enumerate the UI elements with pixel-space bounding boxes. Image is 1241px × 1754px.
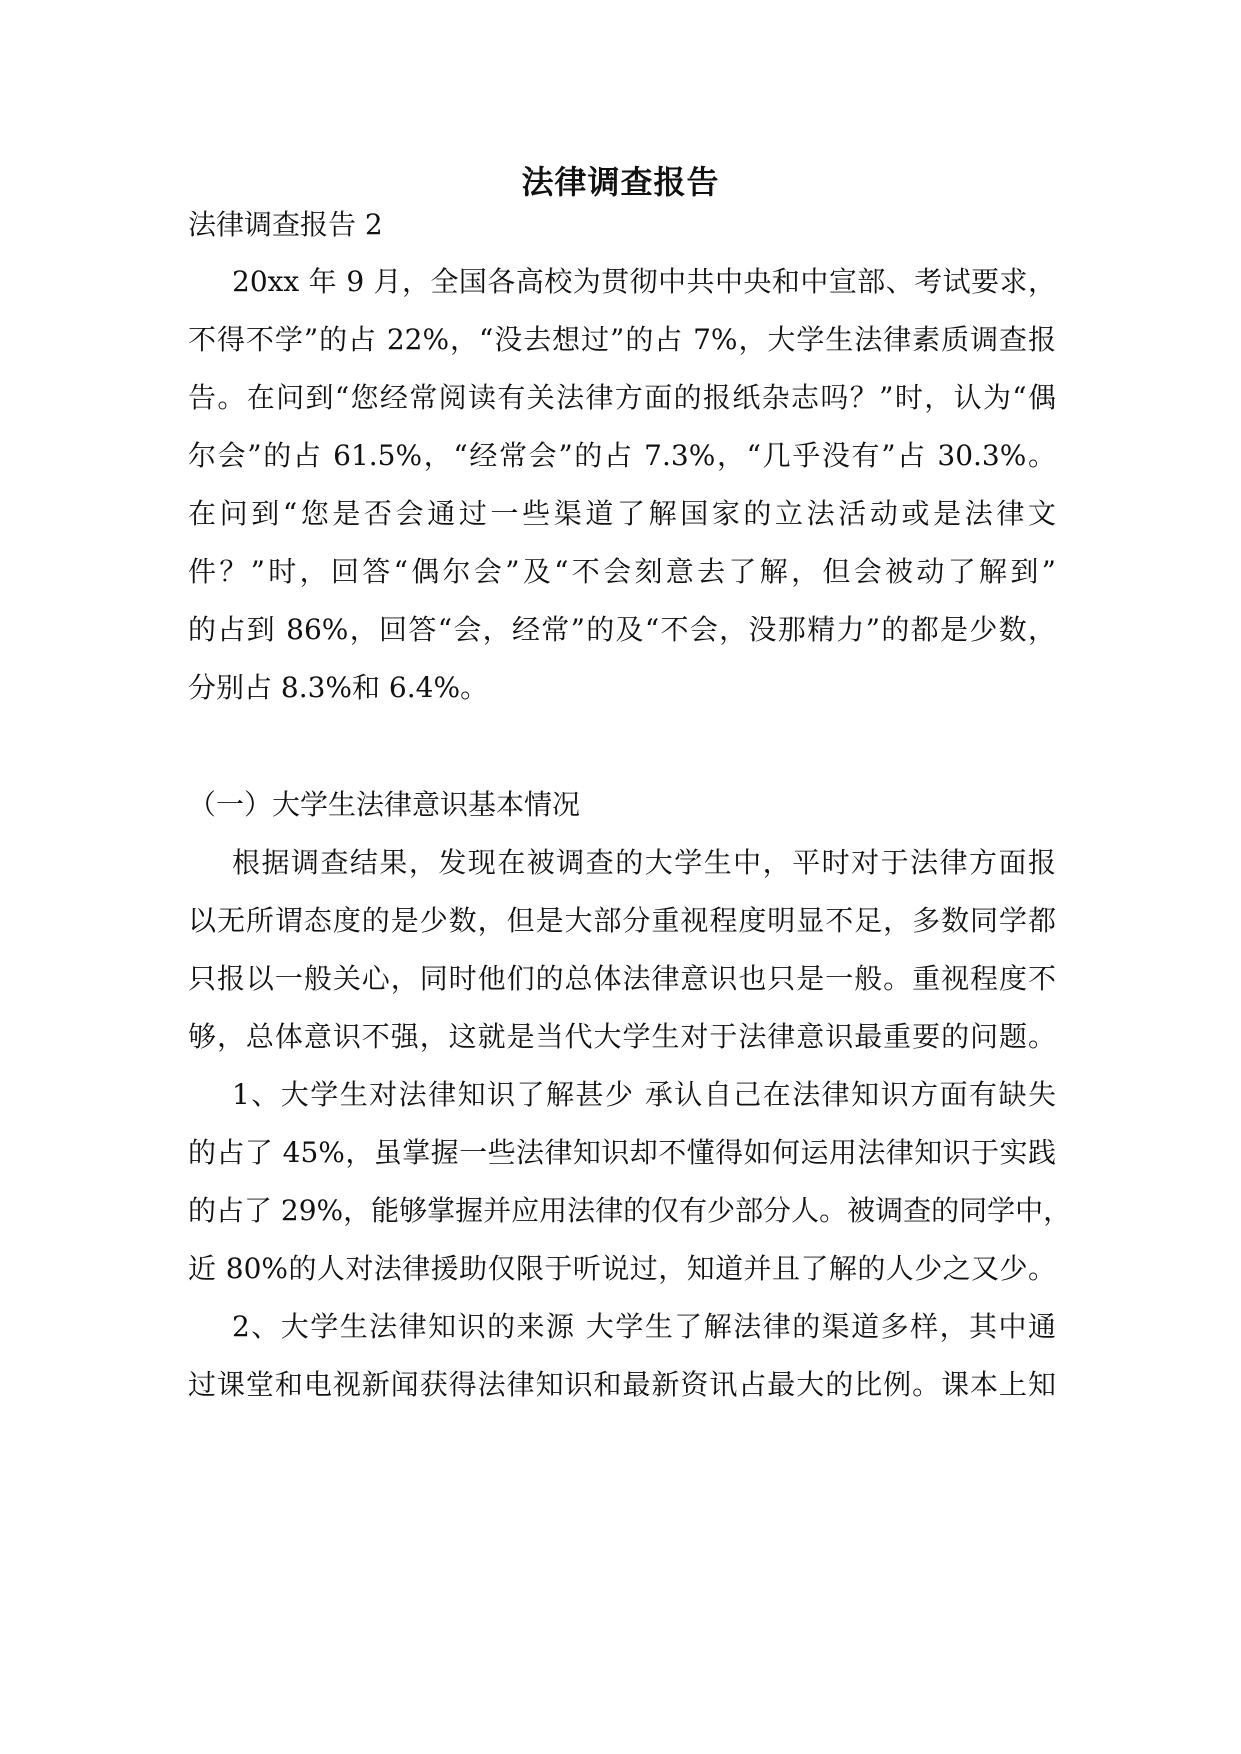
paragraph-2-line-3: 只报以一般关心，同时他们的总体法律意识也只是一般。重视程度不 bbox=[188, 962, 1056, 995]
section-heading: （一）大学生法律意识基本情况 bbox=[188, 788, 581, 821]
paragraph-3-line-3: 的占了 29%，能够掌握并应用法律的仅有少部分人。被调查的同学中， bbox=[188, 1194, 1072, 1227]
paragraph-1-line-3: 告。在问到“您经常阅读有关法律方面的报纸杂志吗？”时，认为“偶 bbox=[188, 381, 1056, 414]
paragraph-1-line-8: 分别占 8.3%和 6.4%。 bbox=[188, 671, 489, 704]
paragraph-1-line-6: 件？”时，回答“偶尔会”及“不会刻意去了解，但会被动了解到” bbox=[188, 555, 1056, 588]
paragraph-3-line-2: 的占了 45%，虽掌握一些法律知识却不懂得如何运用法律知识于实践 bbox=[188, 1136, 1056, 1169]
paragraph-2-line-1: 根据调查结果，发现在被调查的大学生中，平时对于法律方面报 bbox=[232, 846, 1056, 879]
paragraph-4-line-2: 过课堂和电视新闻获得法律知识和最新资讯占最大的比例。课本上知 bbox=[188, 1368, 1056, 1401]
document-title: 法律调查报告 bbox=[521, 163, 720, 201]
paragraph-2-line-2: 以无所谓态度的是少数，但是大部分重视程度明显不足，多数同学都 bbox=[188, 904, 1056, 937]
paragraph-1-line-2: 不得不学”的占 22%，“没去想过”的占 7%，大学生法律素质调查报 bbox=[188, 323, 1056, 356]
paragraph-4-line-1: 2、大学生法律知识的来源 大学生了解法律的渠道多样，其中通 bbox=[232, 1310, 1056, 1343]
paragraph-1-line-1: 20xx 年 9 月，全国各高校为贯彻中共中央和中宣部、考试要求， bbox=[232, 265, 1056, 298]
paragraph-1-line-4: 尔会”的占 61.5%，“经常会”的占 7.3%，“几乎没有”占 30.3%。 bbox=[188, 439, 1056, 472]
paragraph-1-line-5: 在问到“您是否会通过一些渠道了解国家的立法活动或是法律文 bbox=[188, 497, 1056, 530]
paragraph-3-line-4: 近 80%的人对法律援助仅限于听说过，知道并且了解的人少之又少。 bbox=[188, 1252, 1056, 1285]
paragraph-2-line-4: 够，总体意识不强，这就是当代大学生对于法律意识最重要的问题。 bbox=[188, 1020, 1056, 1053]
paragraph-3-line-1: 1、大学生对法律知识了解甚少 承认自己在法律知识方面有缺失 bbox=[232, 1078, 1056, 1111]
document-subtitle: 法律调查报告 2 bbox=[188, 208, 383, 241]
paragraph-1-line-7: 的占到 86%，回答“会，经常”的及“不会，没那精力”的都是少数， bbox=[188, 613, 1056, 646]
